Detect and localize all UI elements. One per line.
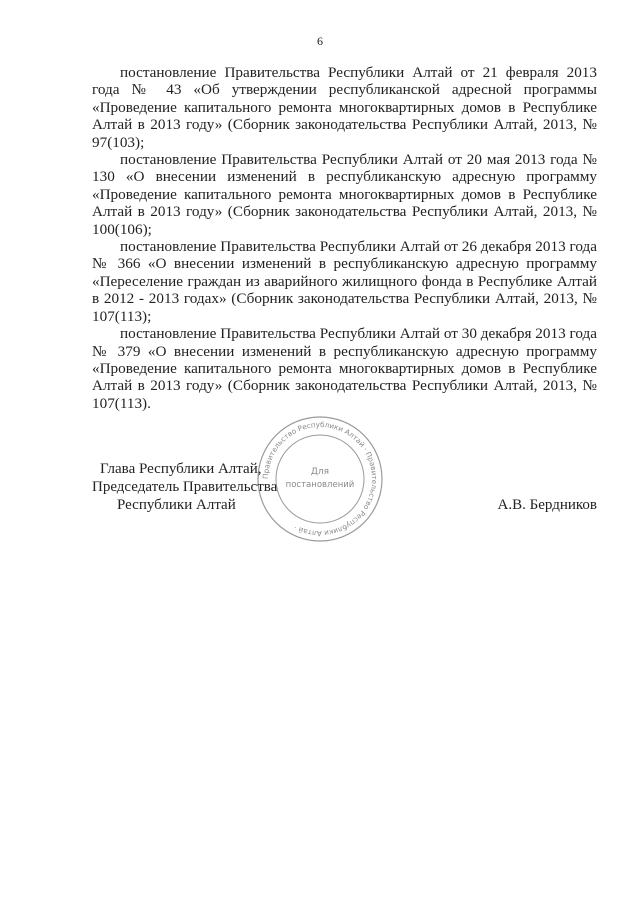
paragraph-2: постановление Правительства Республики Алтай от 20 мая 2013 года № 130 «О внесении изменений в республиканскую адресную программу «Проведение капитального ремонта многоквартирных домов в Республике Алтай в 2013 году» (Сборник законодательства Республики Алтай, 2013, № 100(106); xyxy=(92,151,597,238)
document-body xyxy=(92,64,597,412)
page-number: 6 xyxy=(317,34,323,48)
paragraph-3: постановление Правительства Республики Алтай от 26 декабря 2013 года № 366 «О внесении изменений в республиканскую адресную программу «Переселение граждан из аварийного жилищного фонда в Республике Алтай в 2012 - 2013 годах» (Сборник законодательства Республики Алтай, 2013, № 107(113); xyxy=(92,238,597,325)
paragraph-1: постановление Правительства Республики Алтай от 21 февраля 2013 года № 43 «Об утверждении республиканской адресной программы «Проведение капитального ремонта многоквартирных домов в Республике Алтай в 2013 году» (Сборник законодательства Республики Алтай, 2013, № 97(103); xyxy=(92,64,597,151)
signature-title-line-2: Председатель Правительства xyxy=(92,479,278,495)
paragraph-4: постановление Правительства Республики Алтай от 30 декабря 2013 года № 379 «О внесении изменений в республиканскую адресную программу «Проведение капитального ремонта многоквартирных домов в Республике Алтай в 2013 году» (Сборник законодательства Республики Алтай, 2013, № 107(113). xyxy=(92,325,597,412)
stamp-center-line-1: Для xyxy=(310,467,330,477)
signature-block xyxy=(92,461,597,521)
signature-title-line-1: Глава Республики Алтай, xyxy=(100,461,262,477)
signature-title-line-3: Республики Алтай xyxy=(117,497,236,513)
stamp-center-line-2: постановлений xyxy=(285,480,355,490)
stamp-circular-text: Правительство Республики Алтай · Правительство Республики Алтай · xyxy=(260,419,380,539)
signatory-name: А.В. Бердников xyxy=(497,497,597,513)
